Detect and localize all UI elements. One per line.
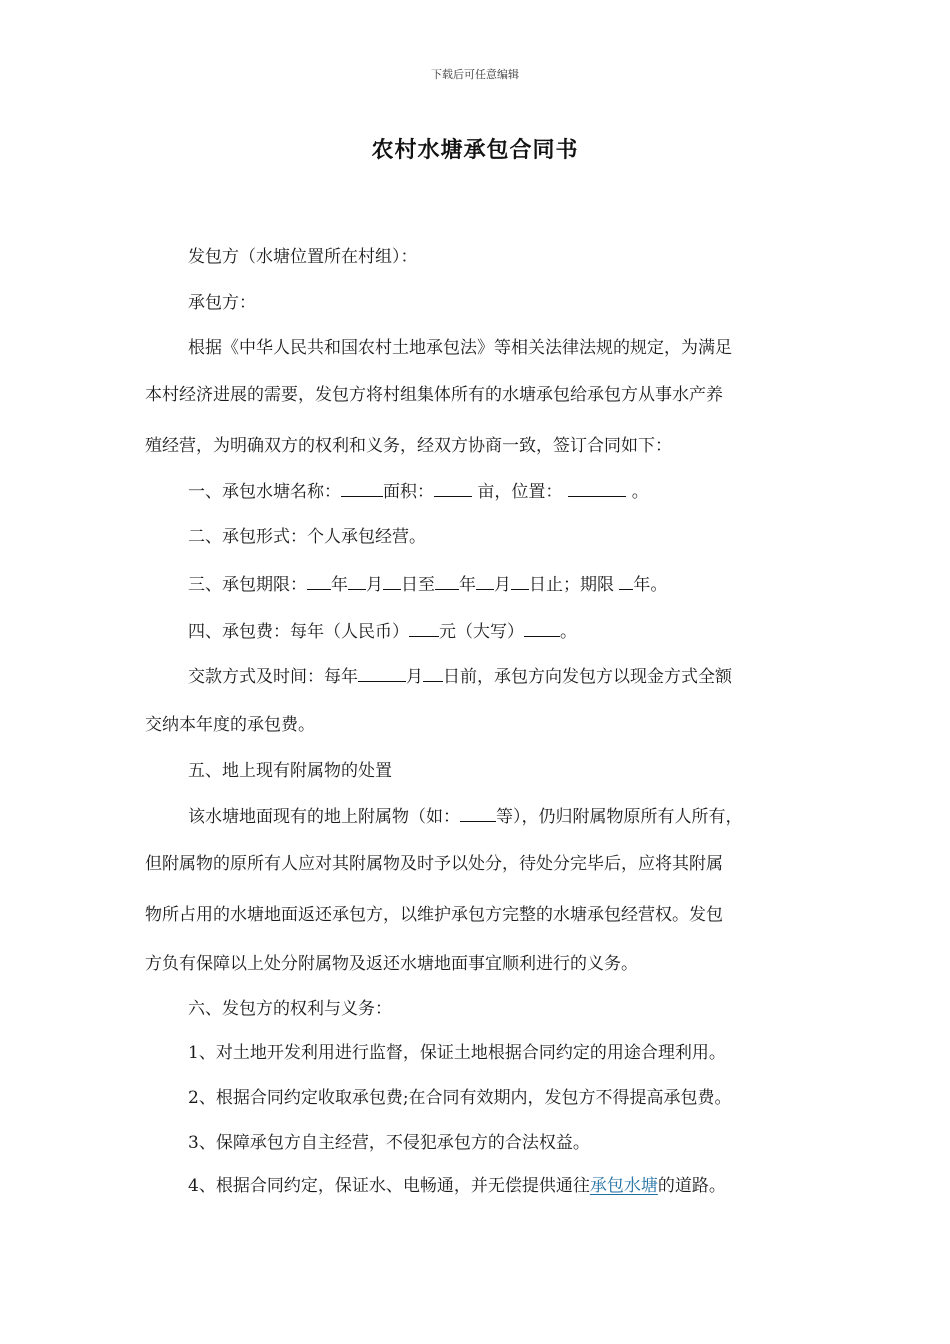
start-month-blank[interactable] xyxy=(348,573,366,590)
item-6-clause-2: 2、根据合同约定收取承包费;在合同有效期内，发包方不得提高承包费。 xyxy=(188,1088,732,1108)
payment-line-1 xyxy=(0,665,950,688)
item-5-title: 五、地上现有附属物的处置 xyxy=(188,761,392,781)
item-2-form: 二、承包形式：个人承包经营。 xyxy=(188,527,426,547)
item-5-line-4: 方负有保障以上处分附属物及返还水塘地面事宜顺利进行的义务。 xyxy=(145,954,638,974)
year-label-2: 年 xyxy=(459,575,476,595)
payment-month-label: 月 xyxy=(406,667,423,687)
item-3-period xyxy=(0,573,950,596)
item-5-line-1-a: 该水塘地面现有的地上附属物（如： xyxy=(188,807,460,827)
item-1-end: 。 xyxy=(626,482,649,502)
header-note: 下载后可任意编辑 xyxy=(431,68,519,81)
item-1-pond-info xyxy=(0,480,950,503)
month-label-2: 月 xyxy=(494,575,511,595)
end-year-blank[interactable] xyxy=(435,573,459,590)
item-6-title: 六、发包方的权利与义务： xyxy=(188,999,392,1019)
item-5-line-1 xyxy=(0,805,950,828)
item-5-line-2: 但附属物的原所有人应对其附属物及时予以处分，待处分完毕后，应将其附属 xyxy=(145,854,723,874)
end-month-blank[interactable] xyxy=(476,573,494,590)
attachment-blank[interactable] xyxy=(460,805,496,822)
item-4-fee xyxy=(0,620,950,643)
intro-line-1: 根据《中华人民共和国农村土地承包法》等相关法律法规的规定，为满足 xyxy=(188,338,732,358)
item-6-clause-3: 3、保障承包方自主经营，不侵犯承包方的合法权益。 xyxy=(188,1133,590,1153)
item-5-line-1-b: 等），仍归附属物原所有人所有， xyxy=(496,807,743,827)
fee-capital-blank[interactable] xyxy=(524,620,560,637)
pond-name-blank[interactable] xyxy=(341,480,383,497)
item-1-area-label: 面积： xyxy=(383,482,434,502)
item-1-location-label: 亩，位置： xyxy=(472,482,563,502)
month-label-1: 月 xyxy=(366,575,383,595)
party-a-line: 发包方（水塘位置所在村组）： xyxy=(188,247,418,267)
fee-capital-label: 元（大写） xyxy=(439,622,524,642)
item-6-clause-1: 1、对土地开发利用进行监督，保证土地根据合同约定的用途合理利用。 xyxy=(188,1043,726,1063)
term-years-blank[interactable] xyxy=(619,573,633,590)
day-label-1: 日至 xyxy=(401,575,435,595)
item-1-label: 一、承包水塘名称： xyxy=(188,482,341,502)
location-blank[interactable] xyxy=(568,480,626,497)
item-5-line-3: 物所占用的水塘地面返还承包方，以维护承包方完整的水塘承包经营权。发包 xyxy=(145,905,723,925)
fee-amount-blank[interactable] xyxy=(409,620,439,637)
area-blank[interactable] xyxy=(434,480,472,497)
intro-line-2: 本村经济进展的需要，发包方将村组集体所有的水塘承包给承包方从事水产养 xyxy=(145,385,723,405)
item-6-clause-4 xyxy=(0,1175,950,1197)
year-label-1: 年 xyxy=(331,575,348,595)
document-title: 农村水塘承包合同书 xyxy=(371,138,579,163)
start-day-blank[interactable] xyxy=(383,573,401,590)
item-6-clause-4-a: 4、根据合同约定，保证水、电畅通，并无偿提供通往 xyxy=(188,1176,590,1196)
item-3-label: 三、承包期限： xyxy=(188,575,307,595)
payment-day-blank[interactable] xyxy=(423,665,443,682)
payment-line-2: 交纳本年度的承包费。 xyxy=(145,715,315,735)
start-year-blank[interactable] xyxy=(307,573,331,590)
day-label-2: 日止；期限 xyxy=(529,575,620,595)
intro-line-3: 殖经营，为明确双方的权利和义务，经双方协商一致，签订合同如下： xyxy=(145,436,672,456)
pond-link[interactable]: 承包水塘 xyxy=(589,1176,658,1196)
payment-label: 交款方式及时间：每年 xyxy=(188,667,358,687)
end-day-blank[interactable] xyxy=(511,573,529,590)
party-b-line: 承包方： xyxy=(188,293,256,313)
item-4-label: 四、承包费：每年（人民币） xyxy=(188,622,409,642)
payment-month-blank[interactable] xyxy=(358,665,406,682)
payment-rest: 日前，承包方向发包方以现金方式全额 xyxy=(443,667,732,687)
item-4-end: 。 xyxy=(560,622,577,642)
term-years-label: 年。 xyxy=(633,575,668,595)
item-6-clause-4-b: 的道路。 xyxy=(657,1176,726,1196)
